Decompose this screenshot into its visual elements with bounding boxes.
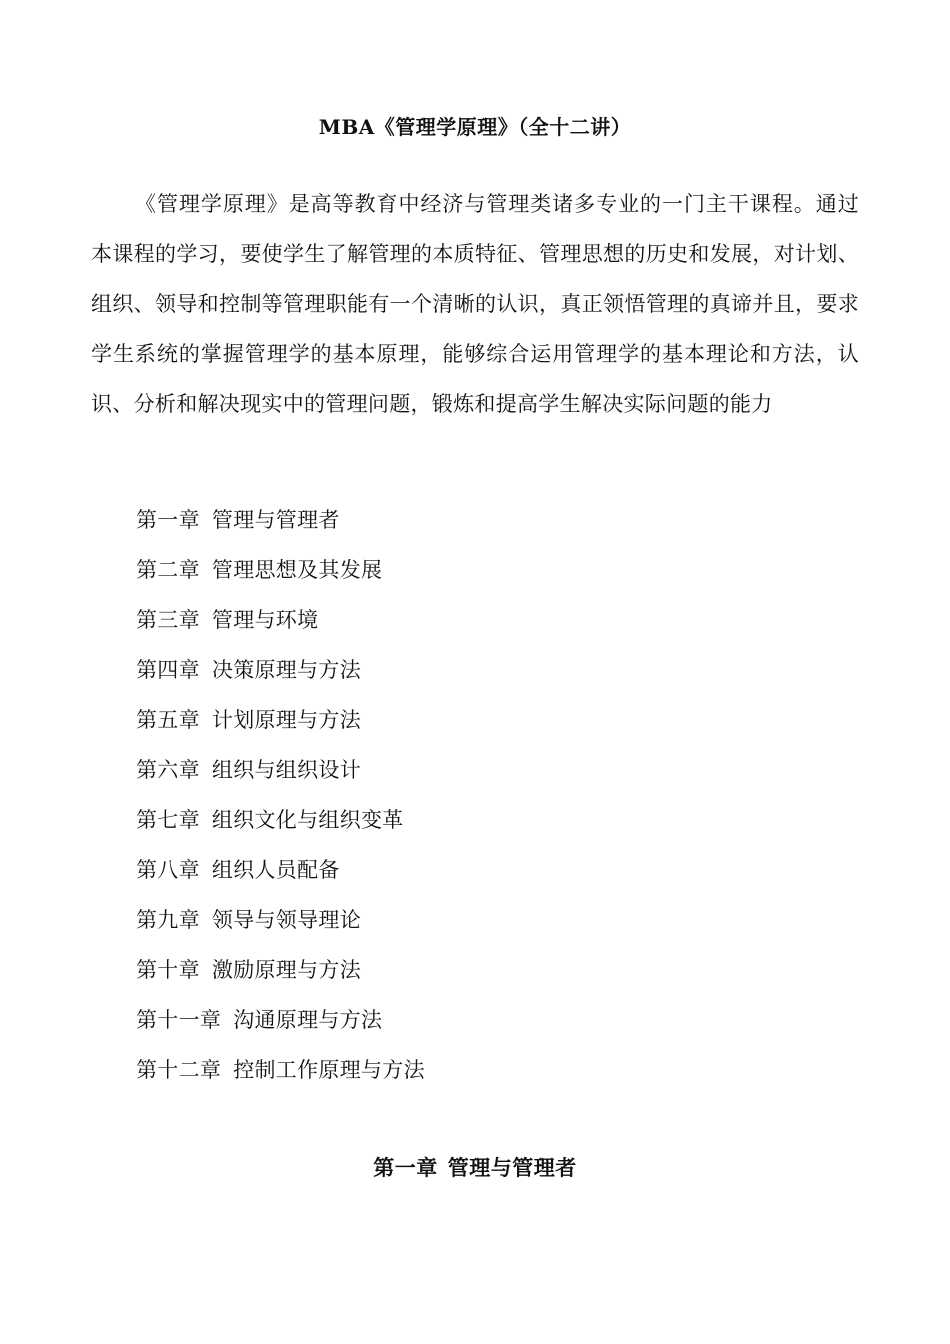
toc-chapter-label: 第八章 [136,858,200,882]
toc-item-chapter-11 [136,1002,425,1052]
toc-item-chapter-1 [136,502,425,552]
toc-item-chapter-2 [136,552,425,602]
toc-chapter-label: 第十二章 [136,1058,222,1082]
toc-chapter-title: 领导与领导理论 [211,908,362,932]
toc-item-chapter-9 [136,902,425,952]
toc-chapter-label: 第五章 [136,708,200,732]
toc-item-chapter-7 [136,802,425,852]
toc-item-chapter-4 [136,652,425,702]
chapter-heading [0,1153,950,1183]
toc-item-chapter-3 [136,602,425,652]
toc-item-chapter-6 [136,752,425,802]
table-of-contents [136,502,425,1102]
toc-chapter-title: 组织与组织设计 [211,758,362,782]
toc-chapter-label: 第一章 [136,508,200,532]
toc-chapter-label: 第三章 [136,608,200,632]
toc-chapter-label: 第四章 [136,658,200,682]
toc-item-chapter-10 [136,952,425,1002]
toc-chapter-title: 组织文化与组织变革 [211,808,404,832]
toc-chapter-title: 管理思想及其发展 [211,558,383,582]
toc-chapter-title: 管理与管理者 [211,508,340,532]
toc-chapter-title: 激励原理与方法 [211,958,362,982]
toc-chapter-label: 第二章 [136,558,200,582]
toc-chapter-title: 管理与环境 [211,608,319,632]
chapter-heading-title: 管理与管理者 [447,1155,577,1180]
toc-chapter-label: 第九章 [136,908,200,932]
toc-chapter-label: 第六章 [136,758,200,782]
toc-chapter-label: 第七章 [136,808,200,832]
toc-chapter-label: 第十章 [136,958,200,982]
toc-chapter-title: 沟通原理与方法 [233,1008,383,1032]
toc-chapter-title: 控制工作原理与方法 [233,1058,425,1082]
toc-chapter-label: 第十一章 [136,1008,222,1032]
chapter-heading-label: 第一章 [373,1155,438,1180]
toc-item-chapter-12 [136,1052,425,1102]
intro-paragraph: 《管理学原理》是高等教育中经济与管理类诸多专业的一门主干课程。通过本课程的学习，要使学生了解管理的本质特征、管理思想的历史和发展，对计划、组织、领导和控制等管理职能有一个清晰的认识，真正领悟管理的真谛并且，要求学生系统的掌握管理学的基本原理，能够综合运用管理学的基本理论和方法，认识、分析和解决现实中的管理问题，锻炼和提高学生解决实际问题的能力 [91,192,859,416]
toc-chapter-title: 组织人员配备 [211,858,340,882]
document-title: MBA《管理学原理》（全十二讲） [318,115,632,139]
toc-item-chapter-8 [136,852,425,902]
toc-item-chapter-5 [136,702,425,752]
toc-chapter-title: 决策原理与方法 [211,658,362,682]
toc-chapter-title: 计划原理与方法 [211,708,362,732]
